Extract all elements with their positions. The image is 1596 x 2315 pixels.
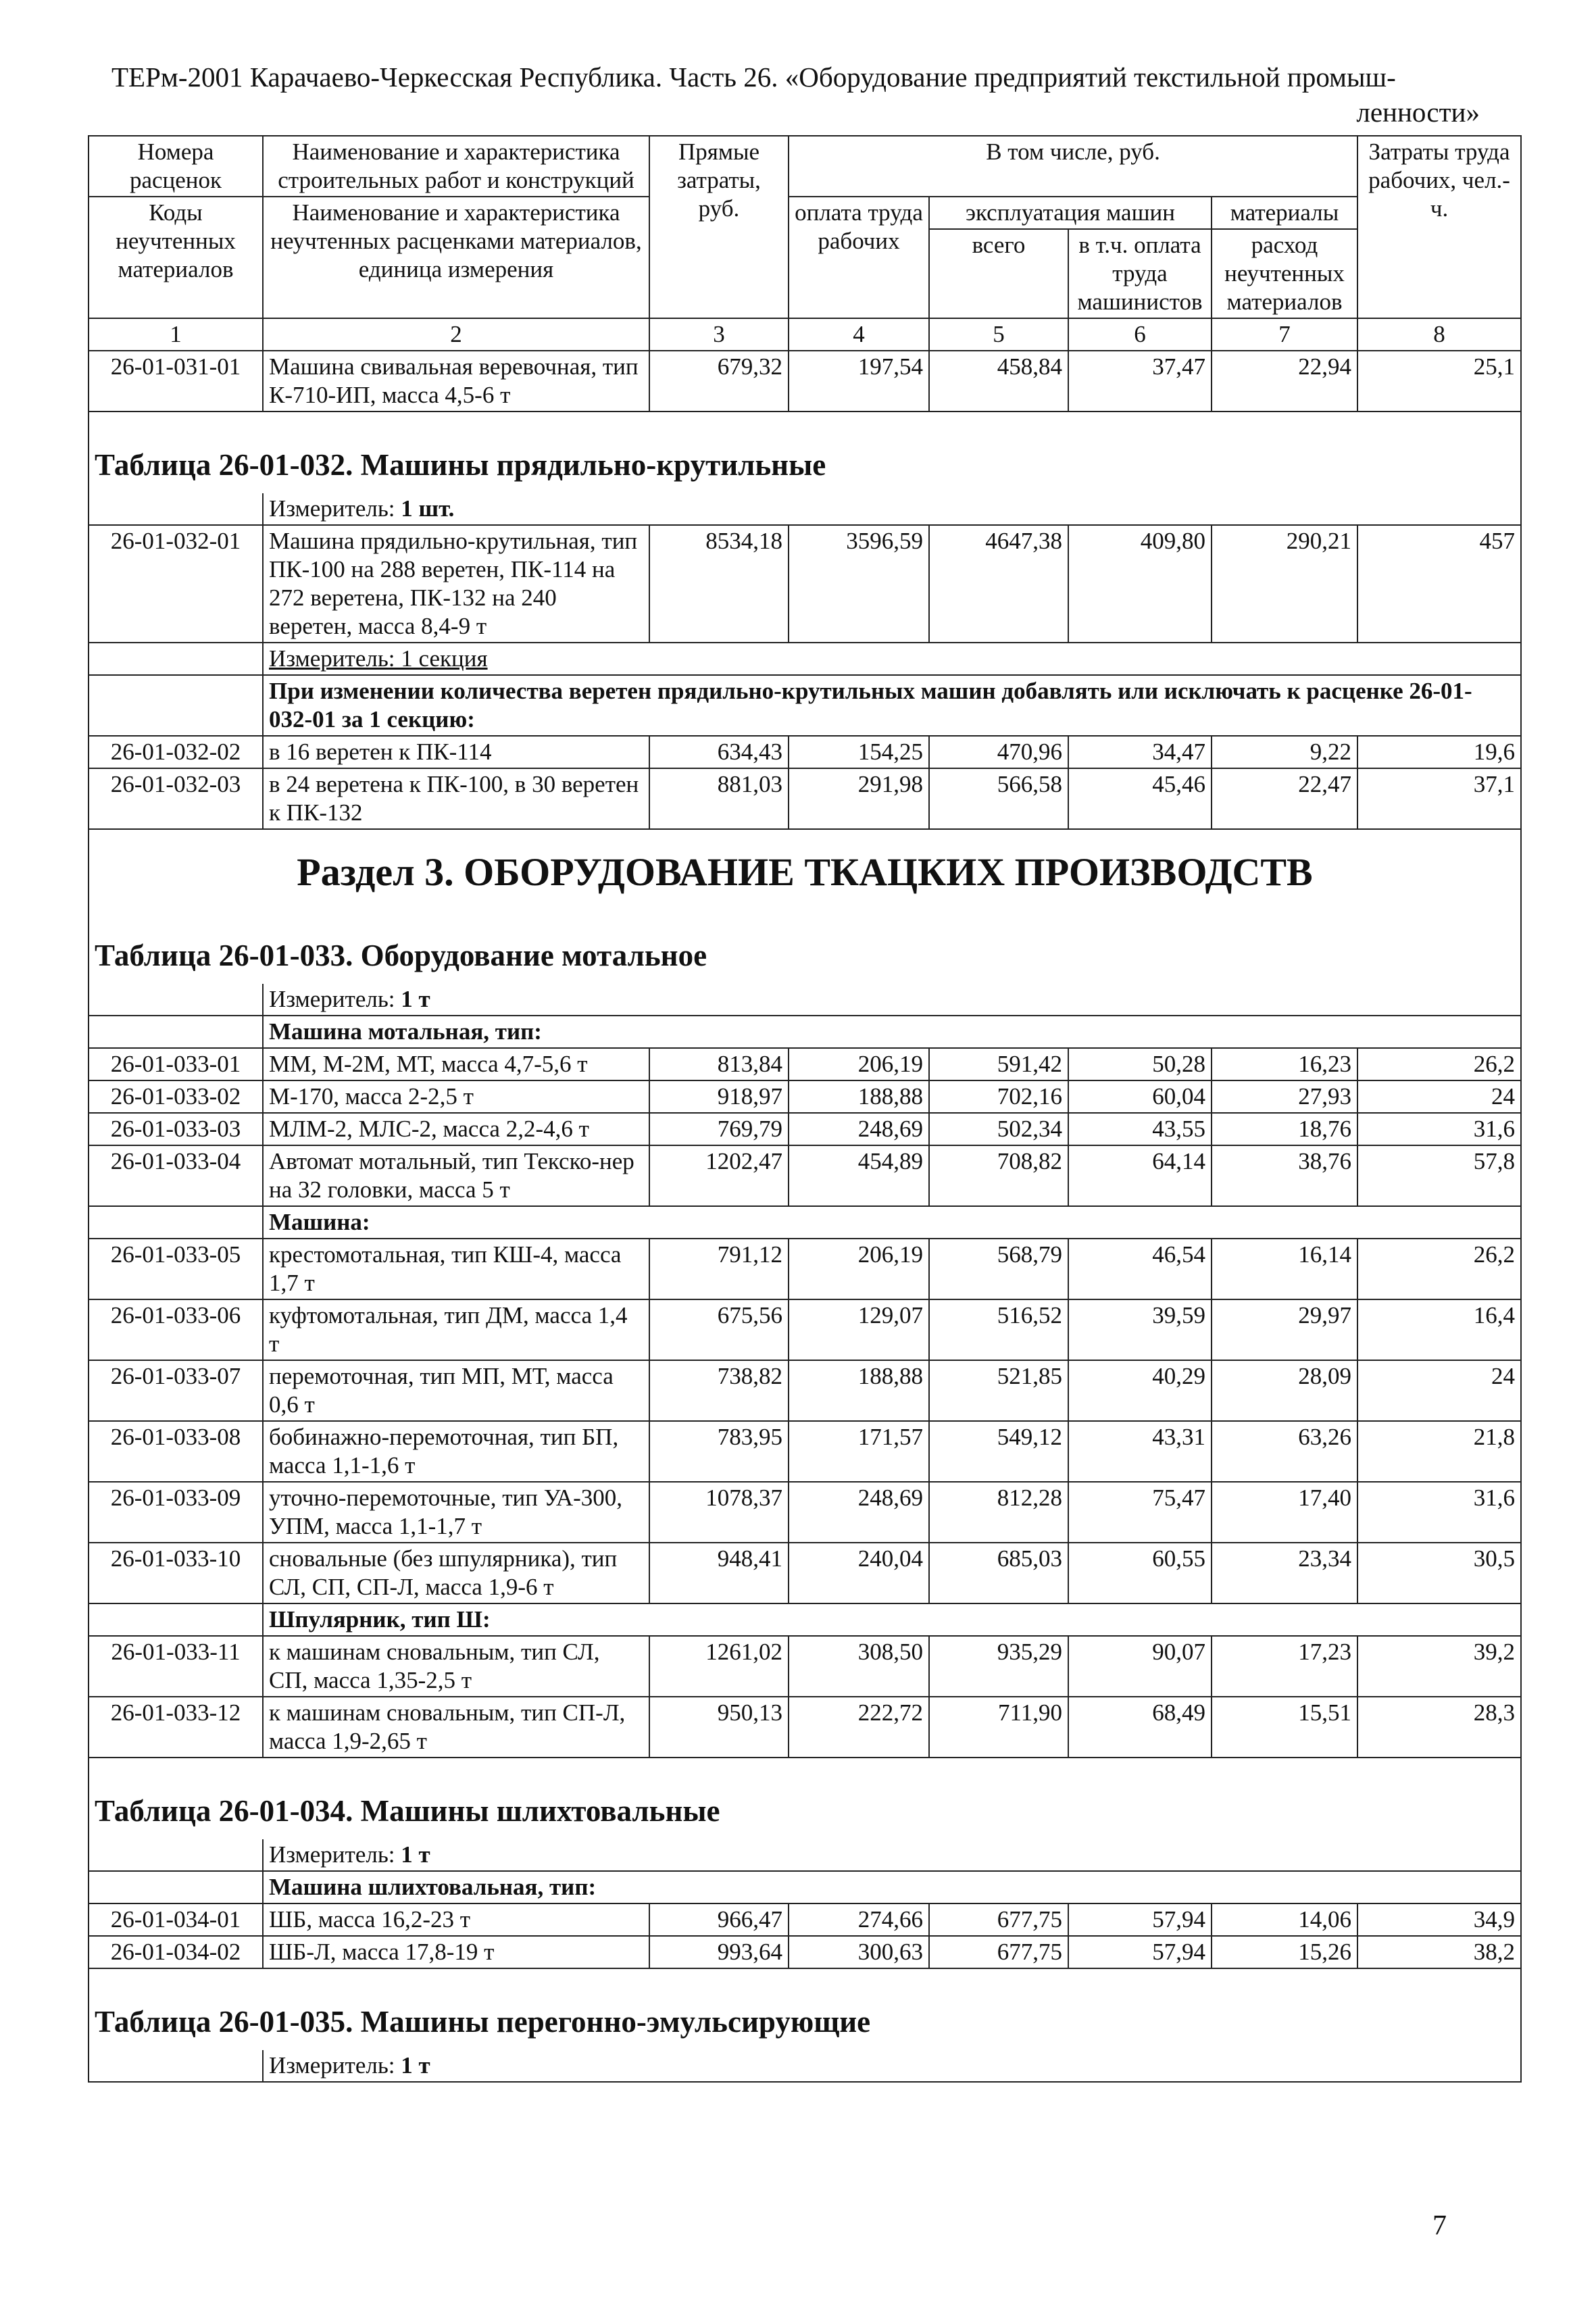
rate-name: бобинажно-перемоточная, тип БП, масса 1,1-1,6 т [263,1421,649,1482]
labor-cost: 31,6 [1357,1113,1521,1145]
measure-row [89,643,1521,675]
direct-cost: 813,84 [649,1048,789,1080]
rate-code: 26-01-033-02 [89,1080,263,1113]
labor-cost: 26,2 [1357,1048,1521,1080]
labor-pay: 240,04 [789,1543,929,1603]
machines-pay: 37,47 [1068,351,1212,412]
materials: 15,51 [1212,1697,1357,1758]
table-row [89,1080,1521,1113]
table-row [89,736,1521,768]
direct-cost: 950,13 [649,1697,789,1758]
col-incl: В том числе, руб. [789,136,1357,197]
machines-total: 685,03 [929,1543,1068,1603]
measure [263,493,1521,525]
direct-cost: 1261,02 [649,1636,789,1697]
col-index: 3 [649,318,789,351]
labor-cost: 25,1 [1357,351,1521,412]
direct-cost: 1202,47 [649,1145,789,1206]
machines-pay: 43,31 [1068,1421,1212,1482]
rate-name: сновальные (без шпулярника), тип СЛ, СП, СП-Л, масса 1,9-6 т [263,1543,649,1603]
col-index: 8 [1357,318,1521,351]
page-header-line1: ТЕРм-2001 Карачаево-Черкесская Республика. Часть 26. «Оборудование предприятий текстильной промыш- [111,61,1396,93]
rate-code: 26-01-032-01 [89,525,263,643]
machines-total: 677,75 [929,1936,1068,1968]
rate-code: 26-01-033-04 [89,1145,263,1206]
group-label: Машина шлихтовальная, тип: [263,1871,1521,1903]
labor-cost: 21,8 [1357,1421,1521,1482]
table-title: Таблица 26-01-032. Машины прядильно-крутильные [89,412,1521,493]
labor-cost: 24 [1357,1080,1521,1113]
table-row [89,1903,1521,1936]
measure-row [89,2050,1521,2082]
direct-cost: 881,03 [649,768,789,829]
labor-pay: 171,57 [789,1421,929,1482]
note-row [89,675,1521,736]
group-label: Машина: [263,1206,1521,1239]
rate-name: в 16 веретен к ПК-114 [263,736,649,768]
machines-total: 677,75 [929,1903,1068,1936]
group-row [89,1603,1521,1636]
direct-cost: 783,95 [649,1421,789,1482]
labor-cost: 457 [1357,525,1521,643]
table-row [89,525,1521,643]
direct-cost: 948,41 [649,1543,789,1603]
measure [263,2050,1521,2082]
labor-pay: 206,19 [789,1048,929,1080]
labor-pay: 308,50 [789,1636,929,1697]
rate-name: к машинам сновальным, тип СП-Л, масса 1,9-2,65 т [263,1697,649,1758]
section-title: Раздел 3. ОБОРУДОВАНИЕ ТКАЦКИХ ПРОИЗВОДСТВ [89,829,1521,903]
table-row [89,1145,1521,1206]
col-index: 7 [1212,318,1357,351]
machines-total: 568,79 [929,1239,1068,1299]
measure-label: Измеритель: [269,1841,395,1868]
table-row [89,1299,1521,1360]
machines-pay: 90,07 [1068,1636,1212,1697]
rate-name: в 24 веретена к ПК-100, в 30 веретен к ПК-132 [263,768,649,829]
machines-total: 549,12 [929,1421,1068,1482]
rate-name: МЛМ-2, МЛС-2, масса 2,2-4,6 т [263,1113,649,1145]
labor-pay: 197,54 [789,351,929,412]
direct-cost: 634,43 [649,736,789,768]
rate-name: ШБ, масса 16,2-23 т [263,1903,649,1936]
machines-pay: 75,47 [1068,1482,1212,1543]
machines-pay: 39,59 [1068,1299,1212,1360]
col-materials: материалы [1212,197,1357,229]
direct-cost: 966,47 [649,1903,789,1936]
measure-row [89,493,1521,525]
labor-cost: 57,8 [1357,1145,1521,1206]
labor-cost: 19,6 [1357,736,1521,768]
rate-code: 26-01-032-03 [89,768,263,829]
machines-total: 711,90 [929,1697,1068,1758]
note-text: При изменении количества веретен прядильно-крутильных машин добавлять или исключать к расценке 26-01-032-01 за 1 секцию: [263,675,1521,736]
table-row [89,351,1521,412]
machines-total: 521,85 [929,1360,1068,1421]
direct-cost: 993,64 [649,1936,789,1968]
materials: 23,34 [1212,1543,1357,1603]
materials: 29,97 [1212,1299,1357,1360]
labor-pay: 300,63 [789,1936,929,1968]
measure-value: 1 шт. [401,495,455,522]
materials: 27,93 [1212,1080,1357,1113]
labor-pay: 206,19 [789,1239,929,1299]
group-row [89,1871,1521,1903]
col-index: 6 [1068,318,1212,351]
labor-pay: 274,66 [789,1903,929,1936]
labor-cost: 16,4 [1357,1299,1521,1360]
table-row [89,768,1521,829]
rate-name: перемоточная, тип МП, МТ, масса 0,6 т [263,1360,649,1421]
rate-code: 26-01-033-09 [89,1482,263,1543]
col-direct: Прямые затраты, руб. [649,136,789,318]
col-machines: эксплуатация машин [929,197,1212,229]
labor-cost: 31,6 [1357,1482,1521,1543]
machines-total: 502,34 [929,1113,1068,1145]
machines-total: 516,52 [929,1299,1068,1360]
table-title-row [89,412,1521,493]
labor-cost: 24 [1357,1360,1521,1421]
materials: 18,76 [1212,1113,1357,1145]
rate-code: 26-01-033-11 [89,1636,263,1697]
labor-cost: 34,9 [1357,1903,1521,1936]
measure-label: Измеритель: [269,986,395,1012]
machines-pay: 34,47 [1068,736,1212,768]
labor-pay: 154,25 [789,736,929,768]
machines-pay: 45,46 [1068,768,1212,829]
table-row [89,1543,1521,1603]
machines-pay: 40,29 [1068,1360,1212,1421]
machines-total: 4647,38 [929,525,1068,643]
price-table [88,135,1522,2083]
col-name-bottom: Наименование и характеристика неучтенных расценками материалов, единица измерения [263,197,649,318]
rate-name: М-170, масса 2-2,5 т [263,1080,649,1113]
rate-name: крестомотальная, тип КШ-4, масса 1,7 т [263,1239,649,1299]
machines-pay: 68,49 [1068,1697,1212,1758]
table-title-row [89,903,1521,984]
machines-total: 458,84 [929,351,1068,412]
labor-cost: 28,3 [1357,1697,1521,1758]
direct-cost: 675,56 [649,1299,789,1360]
machines-total: 566,58 [929,768,1068,829]
rate-code: 26-01-033-08 [89,1421,263,1482]
rate-code: 26-01-034-02 [89,1936,263,1968]
direct-cost: 738,82 [649,1360,789,1421]
machines-pay: 43,55 [1068,1113,1212,1145]
table-row [89,1048,1521,1080]
labor-pay: 3596,59 [789,525,929,643]
rate-name: ШБ-Л, масса 17,8-19 т [263,1936,649,1968]
rate-name: ММ, М-2М, МТ, масса 4,7-5,6 т [263,1048,649,1080]
labor-pay: 188,88 [789,1360,929,1421]
materials: 16,14 [1212,1239,1357,1299]
rate-code: 26-01-034-01 [89,1903,263,1936]
table-row [89,1360,1521,1421]
measure-value: 1 т [401,986,430,1012]
col-labor-pay: оплата труда рабочих [789,197,929,318]
measure-value: 1 т [401,2052,430,2078]
page-header [111,59,1480,130]
group-label: Машина мотальная, тип: [263,1016,1521,1048]
col-machines-total: всего [929,229,1068,318]
rate-code: 26-01-033-06 [89,1299,263,1360]
materials: 16,23 [1212,1048,1357,1080]
rate-code: 26-01-033-01 [89,1048,263,1080]
machines-total: 702,16 [929,1080,1068,1113]
col-index: 1 [89,318,263,351]
materials: 17,23 [1212,1636,1357,1697]
materials: 38,76 [1212,1145,1357,1206]
labor-cost: 30,5 [1357,1543,1521,1603]
machines-pay: 57,94 [1068,1936,1212,1968]
labor-pay: 291,98 [789,768,929,829]
materials: 9,22 [1212,736,1357,768]
rate-name: Автомат мотальный, тип Текско-нер на 32 головки, масса 5 т [263,1145,649,1206]
labor-pay: 248,69 [789,1113,929,1145]
rate-code: 26-01-032-02 [89,736,263,768]
col-code-top: Номера расценок [89,136,263,197]
rate-code: 26-01-033-03 [89,1113,263,1145]
measure-row [89,1839,1521,1871]
machines-pay: 60,04 [1068,1080,1212,1113]
measure-value: 1 т [401,1841,430,1868]
labor-pay: 222,72 [789,1697,929,1758]
rate-name: Машина прядильно-крутильная, тип ПК-100 на 288 веретен, ПК-114 на 272 веретена, ПК-132 на 240 веретен, масса 8,4-9 т [263,525,649,643]
machines-pay: 50,28 [1068,1048,1212,1080]
machines-total: 708,82 [929,1145,1068,1206]
machines-pay: 409,80 [1068,525,1212,643]
group-row [89,1206,1521,1239]
labor-pay: 248,69 [789,1482,929,1543]
rate-code: 26-01-033-05 [89,1239,263,1299]
col-materials-use: расход неучтенных материалов [1212,229,1357,318]
table-row [89,1421,1521,1482]
rate-name: уточно-перемоточные, тип УА-300, УПМ, масса 1,1-1,7 т [263,1482,649,1543]
table-row [89,1936,1521,1968]
col-labor-cost: Затраты труда рабочих, чел.-ч. [1357,136,1521,318]
col-index: 4 [789,318,929,351]
machines-pay: 64,14 [1068,1145,1212,1206]
rate-name: к машинам сновальным, тип СЛ, СП, масса 1,35-2,5 т [263,1636,649,1697]
table-title: Таблица 26-01-033. Оборудование мотальное [89,903,1521,984]
materials: 290,21 [1212,525,1357,643]
table-row [89,1113,1521,1145]
col-code-bottom: Коды неучтенных материалов [89,197,263,318]
col-index: 2 [263,318,649,351]
rate-name: Машина свивальная веревочная, тип К-710-ИП, масса 4,5-6 т [263,351,649,412]
machines-total: 470,96 [929,736,1068,768]
measure-section: Измеритель: 1 секция [263,643,1521,675]
page-number: 7 [1432,2210,1447,2241]
materials: 28,09 [1212,1360,1357,1421]
direct-cost: 1078,37 [649,1482,789,1543]
group-label: Шпулярник, тип Ш: [263,1603,1521,1636]
col-machines-pay: в т.ч. оплата труда машинистов [1068,229,1212,318]
group-row [89,1016,1521,1048]
table-row [89,1482,1521,1543]
direct-cost: 769,79 [649,1113,789,1145]
materials: 14,06 [1212,1903,1357,1936]
labor-cost: 39,2 [1357,1636,1521,1697]
materials: 17,40 [1212,1482,1357,1543]
direct-cost: 791,12 [649,1239,789,1299]
materials: 15,26 [1212,1936,1357,1968]
table-title: Таблица 26-01-034. Машины шлихтовальные [89,1758,1521,1839]
table-header-row [89,136,1521,197]
machines-pay: 60,55 [1068,1543,1212,1603]
page-header-line2: ленности» [1356,97,1480,128]
section-title-row [89,829,1521,903]
measure-row [89,984,1521,1016]
direct-cost: 8534,18 [649,525,789,643]
labor-pay: 188,88 [789,1080,929,1113]
direct-cost: 918,97 [649,1080,789,1113]
rate-name: куфтомотальная, тип ДМ, масса 1,4 т [263,1299,649,1360]
rate-code: 26-01-031-01 [89,351,263,412]
measure-label: Измеритель: [269,2052,395,2078]
table-row [89,1636,1521,1697]
col-name-top: Наименование и характеристика строительных работ и конструкций [263,136,649,197]
labor-cost: 26,2 [1357,1239,1521,1299]
machines-pay: 46,54 [1068,1239,1212,1299]
machines-total: 591,42 [929,1048,1068,1080]
materials: 22,47 [1212,768,1357,829]
machines-pay: 57,94 [1068,1903,1212,1936]
machines-total: 935,29 [929,1636,1068,1697]
materials: 22,94 [1212,351,1357,412]
table-row [89,1239,1521,1299]
labor-cost: 37,1 [1357,768,1521,829]
rate-code: 26-01-033-10 [89,1543,263,1603]
table-title-row [89,1968,1521,2050]
measure [263,984,1521,1016]
rate-code: 26-01-033-07 [89,1360,263,1421]
column-index-row [89,318,1521,351]
measure-label: Измеритель: [269,495,395,522]
table-row [89,1697,1521,1758]
labor-pay: 129,07 [789,1299,929,1360]
materials: 63,26 [1212,1421,1357,1482]
direct-cost: 679,32 [649,351,789,412]
labor-pay: 454,89 [789,1145,929,1206]
table-title: Таблица 26-01-035. Машины перегонно-эмульсирующие [89,1968,1521,2050]
labor-cost: 38,2 [1357,1936,1521,1968]
rate-code: 26-01-033-12 [89,1697,263,1758]
table-title-row [89,1758,1521,1839]
machines-total: 812,28 [929,1482,1068,1543]
col-index: 5 [929,318,1068,351]
table-header-row [89,197,1521,229]
measure [263,1839,1521,1871]
